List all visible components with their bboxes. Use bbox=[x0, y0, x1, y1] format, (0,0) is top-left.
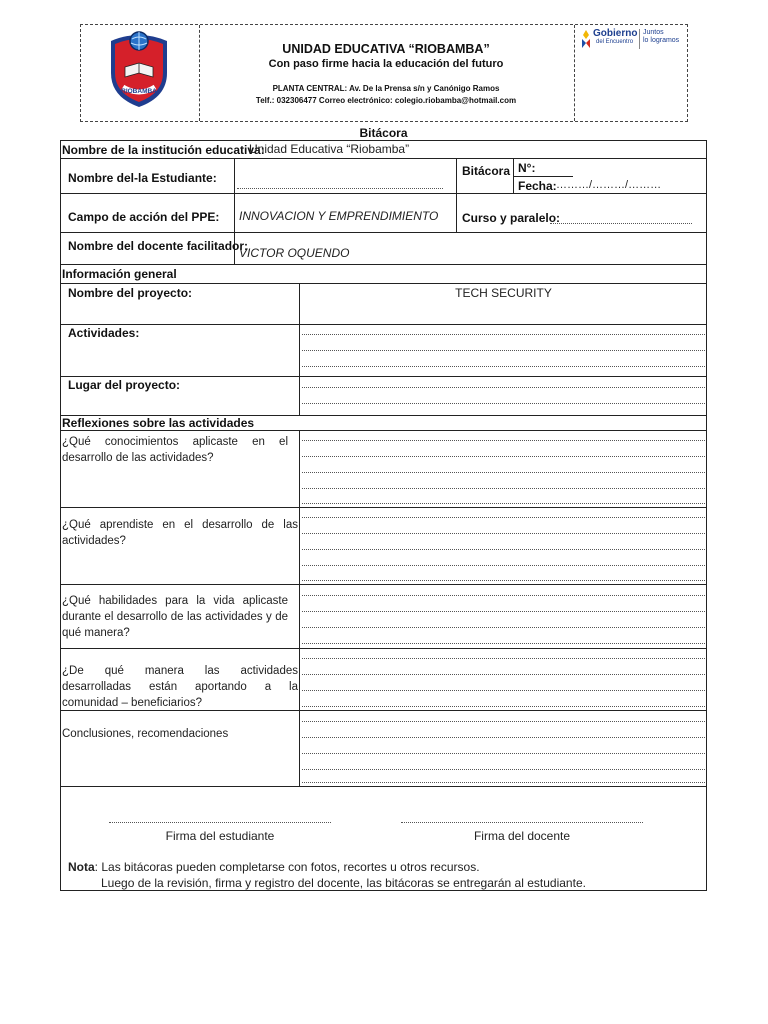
course-field[interactable] bbox=[550, 223, 692, 224]
question-learning: ¿Qué aprendiste en el desarrollo de las actividades? bbox=[62, 519, 298, 547]
letterhead bbox=[80, 24, 688, 122]
teacher-value: VICTOR OQUENDO bbox=[239, 246, 350, 260]
activities-line[interactable] bbox=[302, 334, 705, 335]
answer-line[interactable] bbox=[302, 753, 705, 754]
answer-line[interactable] bbox=[302, 706, 705, 707]
header-divider-right bbox=[574, 25, 575, 121]
government-emblem-icon bbox=[580, 29, 592, 49]
question-knowledge: ¿Qué conocimientos aplicaste en el desarrollo de las actividades? bbox=[62, 436, 288, 464]
teacher-signature-line[interactable] bbox=[401, 822, 643, 823]
project-value: TECH SECURITY bbox=[455, 286, 552, 300]
place-label: Lugar del proyecto: bbox=[68, 378, 181, 392]
answer-line[interactable] bbox=[302, 769, 705, 770]
institution-label: Nombre de la institución educativa: bbox=[62, 143, 265, 157]
activities-label: Actividades: bbox=[68, 326, 140, 340]
answer-line[interactable] bbox=[302, 580, 705, 581]
general-info-heading: Información general bbox=[62, 267, 177, 281]
answer-line[interactable] bbox=[302, 627, 705, 628]
field-value: INNOVACION Y EMPRENDIMIENTO bbox=[239, 209, 439, 223]
place-line[interactable] bbox=[302, 387, 705, 388]
student-name-field[interactable] bbox=[237, 188, 443, 189]
student-label: Nombre del-la Estudiante: bbox=[68, 171, 217, 185]
log-form bbox=[60, 140, 707, 891]
school-crest-logo bbox=[105, 27, 173, 109]
answer-line[interactable] bbox=[302, 503, 705, 504]
answer-line[interactable] bbox=[302, 456, 705, 457]
school-motto: Con paso firme hacia la educación del futuro bbox=[268, 58, 504, 70]
gov-logo-slogan-1: Juntos bbox=[643, 29, 664, 36]
activities-line[interactable] bbox=[302, 366, 705, 367]
reflections-heading: Reflexiones sobre las actividades bbox=[62, 416, 255, 430]
question-community: ¿De qué manera las actividades desarrolladas están aportando a la comunidad – beneficiarios? bbox=[62, 665, 298, 709]
government-logo bbox=[578, 27, 684, 53]
document-title: Bitácora bbox=[359, 126, 408, 140]
institution-value: Unidad Educativa “Riobamba” bbox=[249, 142, 410, 156]
gov-logo-sub: del Encuentro bbox=[596, 39, 634, 45]
answer-line[interactable] bbox=[302, 737, 705, 738]
activities-line[interactable] bbox=[302, 350, 705, 351]
answer-line[interactable] bbox=[302, 674, 705, 675]
teacher-label: Nombre del docente facilitador: bbox=[68, 239, 249, 253]
note-label: Nota bbox=[68, 860, 95, 874]
answer-line[interactable] bbox=[302, 472, 705, 473]
answer-line[interactable] bbox=[302, 517, 705, 518]
student-signature-label: Firma del estudiante bbox=[165, 829, 275, 843]
date-label: Fecha: bbox=[518, 179, 557, 193]
answer-line[interactable] bbox=[302, 488, 705, 489]
school-name: UNIDAD EDUCATIVA “RIOBAMBA” bbox=[282, 42, 490, 56]
student-signature-line[interactable] bbox=[109, 822, 331, 823]
header-divider-left bbox=[199, 25, 200, 121]
field-label: Campo de acción del PPE: bbox=[68, 210, 220, 224]
place-line[interactable] bbox=[302, 403, 705, 404]
gov-logo-word: Gobierno bbox=[593, 28, 638, 39]
school-address: PLANTA CENTRAL: Av. De la Prensa s/n y Canónigo Ramos bbox=[272, 84, 500, 93]
number-label: N°: bbox=[518, 161, 536, 175]
bitacora-label: Bitácora bbox=[462, 164, 511, 178]
answer-line[interactable] bbox=[302, 690, 705, 691]
teacher-signature-label: Firma del docente bbox=[473, 829, 571, 843]
answer-line[interactable] bbox=[302, 611, 705, 612]
crest-text: RIOBAMBA bbox=[121, 88, 157, 95]
answer-line[interactable] bbox=[302, 533, 705, 534]
answer-line[interactable] bbox=[302, 721, 705, 722]
note-line-1: Nota: Las bitácoras pueden completarse con fotos, recortes u otros recursos. bbox=[68, 860, 480, 874]
conclusions-label: Conclusiones, recomendaciones bbox=[62, 728, 229, 740]
note-line-2: Luego de la revisión, firma y registro del docente, las bitácoras se entregarán al estudiante. bbox=[101, 876, 586, 890]
date-field[interactable]: ………/………/……… bbox=[556, 179, 662, 191]
gov-logo-separator bbox=[639, 29, 640, 49]
project-label: Nombre del proyecto: bbox=[68, 286, 193, 300]
answer-line[interactable] bbox=[302, 565, 705, 566]
answer-line[interactable] bbox=[302, 549, 705, 550]
answer-line[interactable] bbox=[302, 595, 705, 596]
answer-line[interactable] bbox=[302, 782, 705, 783]
school-contact: Telf.: 032306477 Correo electrónico: colegio.riobamba@hotmail.com bbox=[255, 96, 517, 105]
course-label: Curso y paralelo: bbox=[462, 211, 561, 225]
gov-logo-slogan-2: lo logramos bbox=[643, 37, 680, 44]
question-life-skills: ¿Qué habilidades para la vida aplicaste durante el desarrollo de las actividades y de qué manera? bbox=[62, 595, 288, 639]
answer-line[interactable] bbox=[302, 643, 705, 644]
answer-line[interactable] bbox=[302, 658, 705, 659]
answer-line[interactable] bbox=[302, 440, 705, 441]
